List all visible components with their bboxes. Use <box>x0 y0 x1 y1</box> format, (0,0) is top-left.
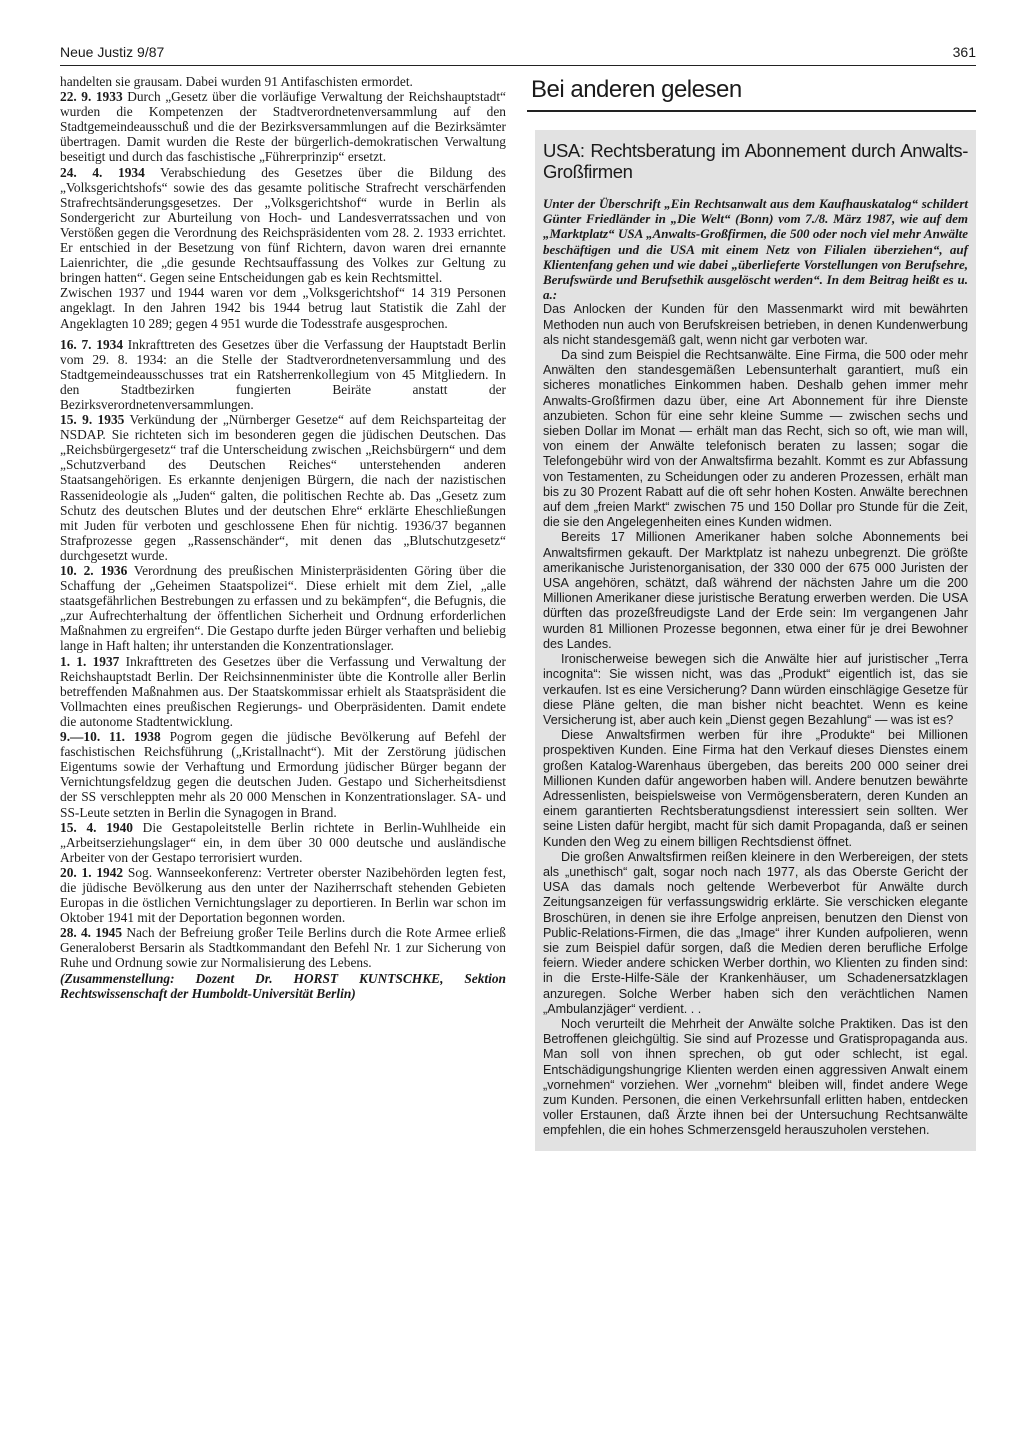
article-paragraph: Noch verurteilt die Mehrheit der Anwälte solche Praktiken. Das ist den Betroffenen gleichgültig. Sie sind auf Prozesse und Gratispropaganda aus. Man soll von ihnen sprechen, ob gut oder schlecht, ist egal. Entschädigungshungrige Klienten werden einen aggressiven Anwalt einem „vornehmen“ vorziehen. Wer „vornehm“ bleiben will, findet andere Wege zum Kunden. Personen, die einen Verkehrsunfall erlitten haben, entdecken voller Erstaunen, daß Ärzte ihnen bei der Untersuchung Rechtsanwälte empfehlen, die ein hohes Schmerzensgeld herauszuholen verstehen. <box>543 1016 968 1138</box>
chronology-entry <box>60 165 506 331</box>
header-rule <box>60 65 976 66</box>
journal-issue: Neue Justiz 9/87 <box>60 44 165 60</box>
entry-date: 24. 4. 1934 <box>60 164 145 180</box>
chronology-entry <box>60 89 506 164</box>
page-number: 361 <box>952 44 976 60</box>
entry-date: 9.—10. 11. 1938 <box>60 729 161 745</box>
left-column <box>60 74 506 1001</box>
article-paragraph: Diese Anwaltsfirmen werben für ihre „Produkte“ bei Millionen prospektiven Kunden. Eine Firma hat den Verkauf dieses Dienstes einem großen Katalog-Warenhaus übergeben, das bereits 200 000 seiner drei Millionen Kunden dafür angeworben haben will. Andere benutzen bewährte Adressenlisten, beispielsweise von Vermögensberatern, deren Kunden an einem garantierten Rechtsberatungsdienst interessiert sein sollten. Wer seine Listen dafür hergibt, macht für sich damit Propaganda, daß er seinen Kunden den Weg zu einem billigen Rechtsdienst öffnet. <box>543 728 968 849</box>
entry-text: Durch „Gesetz über die vorläufige Verwaltung der Reichshauptstadt“ wurden die Kompetenzen der Stadtverordnetenversammlung auf den Stadtgemeindeausschuß und die der Bezirksversammlungen auf die Bezirksämter übertragen. Damit wurden die Reste der bürgerlich-demokratischen Verwaltung beseitigt und durch das faschistische „Führerprinzip“ ersetzt. <box>60 89 506 165</box>
chronology-entry <box>60 412 506 563</box>
article-paragraph: Das Anlocken der Kunden für den Massenmarkt wird mit bewährten Methoden nun auch von Berufskreisen betrieben, in denen Kundenwerbung als nicht standesgemäß galt, wenn nicht gar verboten war. <box>543 302 968 347</box>
right-column <box>527 70 976 1151</box>
entry-text: Verkündung der „Nürnberger Gesetze“ auf dem Reichsparteitag der NSDAP. Sie richteten sich im besonderen gegen die jüdischen Deutschen. Das „Reichsbürgergesetz“ traf die Unterscheidung zwischen „Reichsbürgern“ und dem „Schutzverband des Deutschen Reiches“ unterstehenden anderen Staatsangehörigen. Es erkannte denjenigen Bürgern, die nach der nazistischen Rassenideologie als „Juden“ galten, die politischen Rechte ab. Das „Gesetz zum Schutz des deutschen Blutes und der deutschen Ehre“ erklärte Eheschließungen mit Juden für verboten und geschlossene Ehen für nichtig. 1936/37 begannen Strafprozesse gegen „Rassenschänder“, mit denen das „Blutschutzgesetz“ durchgesetzt wurde. <box>60 412 507 563</box>
entry-date: 15. 4. 1940 <box>60 819 133 835</box>
entry-text: Inkrafttreten des Gesetzes über die Verfassung und Verwaltung der Reichshauptstadt Berlin. Der Reichsinnenminister übte die Kontrolle aller Berlin betreffenden Maßnahmen aus. Der Staatskommissar erhielt als Staatspräsident die Vollmachten eines preußischen Regierungs- und Oberpräsidenten. Damit endete die autonome Stadtentwicklung. <box>60 653 506 729</box>
chronology-entry <box>60 563 506 654</box>
entry-text: Die Gestapoleitstelle Berlin richtete in Berlin-Wuhlheide ein „Arbeitserziehungslager“ ein, in dem über 30 000 deutsche und ausländische Arbeiter von der Gestapo terrorisiert wurden. <box>60 819 506 865</box>
entry-text: Nach der Befreiung großer Teile Berlins durch die Rote Armee erließ Generaloberst Bersarin als Stadtkommandant den Befehl Nr. 1 zur Sicherung von Ruhe und Ordnung sowie zur Normalisierung des Lebens. <box>60 925 506 971</box>
chronology-entry <box>60 729 506 820</box>
compilation-credit: (Zusammenstellung: Dozent Dr. HORST KUNTSCHKE, Sektion Rechtswissenschaft der Humboldt-Universität Berlin) <box>60 970 506 1001</box>
article-paragraph: Da sind zum Beispiel die Rechtsanwälte. Eine Firma, die 500 oder mehr Anwälten den standesgemäßen Lebensunterhalt garantiert, muß ein sicheres monatliches Einkommen haben. Deshalb gehen immer mehr Anwalts-Großfirmen dazu über, eine Art Abonnement für ihre Dienste anzubieten. Schon für eine sehr kleine Summe — zwischen sechs und sieben Dollar im Monat — erhält man das Recht, sich so oft, wie man will, von einem der Anwälte telefonisch beraten zu lassen; sogar die Telefongebühr wird von der Anwaltsfirma bezahlt. Kommt es zur Abfassung von Testamenten, zu Scheidungen oder zu anderen Prozessen, erhält man bis zu 30 Prozent Rabatt auf die oft sehr hohen Kosten. Anwälte berechnen auf dem „freien Markt“ zwischen 75 und 150 Dollar pro Stunde für die Zeit, die sie den Angelegenheiten eines Kunden widmen. <box>543 348 968 530</box>
article-intro: Unter der Überschrift „Ein Rechtsanwalt aus dem Kaufhauskatalog“ schildert Günter Friedländer in „Die Welt“ (Bonn) vom 7./8. März 1987, wie auf dem „Marktplatz“ USA „Anwalts-Großfirmen, die 500 oder noch viel mehr Anwälte beschäftigen und die USA mit einem Netz von Filialen überziehen“, auf Klientenfang gehen und wie dabei „überlieferte Vorstellungen von Berufsehre, Berufswürde und Berufsethik ausgelöscht werden“. In dem Beitrag heißt es u. a.: <box>543 196 968 303</box>
entry-text: Sog. Wannseekonferenz: Vertreter oberster Nazibehörden legten fest, die jüdische Bevölkerung aus den unter der Naziherrschaft stehenden Gebieten Europas in die östlichen Vernichtungslager zu deportieren. In Berlin war schon im Oktober 1941 mit der Deportation begonnen worden. <box>60 864 506 926</box>
page-header <box>60 40 976 64</box>
article-paragraph: Bereits 17 Millionen Amerikaner haben solche Abonnements bei Anwaltsfirmen gekauft. Der Marktplatz ist nahezu unbegrenzt. Die größte amerikanische Juristenorganisation, der 330 000 der 675 000 Juristen der USA angehören, schätzt, daß während der nächsten Jahre um die 200 Millionen Amerikaner diese juristische Beratung erwerben werden. Die USA dürften das prozeßfreudigste Land der Erde sein: Im vergangenen Jahr wurden 81 Millionen Prozesse begonnen, etwa einer für je drei Bewohner des Landes. <box>543 530 968 651</box>
article-headline: USA: Rechtsberatung im Abonnement durch Anwalts-Großfirmen <box>543 140 968 182</box>
chronology-entry <box>60 337 506 412</box>
chronology-entry <box>60 925 506 970</box>
chronology-entry <box>60 865 506 925</box>
entry-date: 10. 2. 1936 <box>60 563 128 578</box>
opening-text: handelten sie grausam. Dabei wurden 91 Antifaschisten ermordet. <box>60 74 413 89</box>
entry-continuation: Zwischen 1937 und 1944 waren vor dem „Volksgerichtshof“ 14 319 Personen angeklagt. In den Jahren 1942 bis 1944 betrug laut Statistik die Zahl der Angeklagten 10 289; gegen 4 951 wurde die Todesstrafe ausgesprochen. <box>60 285 506 331</box>
entry-date: 20. 1. 1942 <box>60 864 124 880</box>
chronology-entry <box>60 820 506 865</box>
article-paragraph: Ironischerweise bewegen sich die Anwälte hier auf juristischer „Terra incognita“: Sie wissen nicht, was das „Produkt“ eigentlich ist, das sie verkaufen. Ist es eine Versicherung? Dann würden einschlägige Gesetze für diese Pläne gelten, die man bisher nicht beachtet. Wenn es keine Versicherung ist, aber auch kein „Dienst gegen Bezahlung“ — was ist es? <box>543 652 968 727</box>
entry-text: Pogrom gegen die jüdische Bevölkerung auf Befehl der faschistischen Reichsführung („Kristallnacht“). Mit der Zerstörung jüdischen Eigentums sowie der Verhaftung und Ermordung jüdischer Bürger begann der Vernichtungsfeldzug gegen die deutschen Juden. Gestapo und Sicherheitsdienst der SS verschleppten mehr als 20 000 Menschen in Konzentrationslager. SA- und SS-Leute setzten in Berlin die Synagogen in Brand. <box>60 729 507 820</box>
entry-date: 22. 9. 1933 <box>60 89 123 105</box>
entry-date: 16. 7. 1934 <box>60 336 124 352</box>
entry-text: Verordnung des preußischen Ministerpräsidenten Göring über die Schaffung der „Geheimen Staatspolizei“. Diese erhielt mit dem Ziel, „alle staatsgefährlichen Bestrebungen zu erfassen und zu bekämpfen“, die Befugnis, die „zur Aufrechterhaltung der öffentlichen Sicherheit und Ordnung erforderlichen Maßnahmen zu ergreifen“. Die Gestapo durfte jeden Bürger verhaften und beliebig lange in Haft halten; ihr unterstanden die Konzentrationslager. <box>60 563 506 654</box>
entry-date: 1. 1. 1937 <box>60 653 120 669</box>
article-paragraph: Die großen Anwaltsfirmen reißen kleinere in den Werbereigen, der stets als „unethisch“ galt, sogar noch nach 1977, als das Oberste Gericht der USA das damals noch geltende Werbeverbot für Anwälte durch Zeitungsanzeigen für verfassungswidrig erklärte. Sie verschicken elegante Broschüren, in denen sie ihre Erfolge anpreisen, benutzen den Dienst von Public-Relations-Firmen, die das „Image“ ihrer Kunden aufpolieren, wenn sie zum Beispiel dafür sorgen, daß die Medien deren berufliche Erfolge feiern. Wieder andere schicken Werber dorthin, wo Klienten zu finden sind: in die Erste-Hilfe-Säle der Krankenhäuser, um Schadenersatzklagen anzuregen. Solche Werber haben sich den verächtlichen Namen „Ambulanzjäger“ verdient. . . <box>543 849 968 1016</box>
entry-date: 28. 4. 1945 <box>60 925 123 941</box>
entry-text: Verabschiedung des Gesetzes über die Bildung des „Volksgerichtshofs“ sowie des das gesamte politische Strafrecht verschärfenden Strafrechtsänderungsgesetzes. Der „Volksgerichtshof“ wurde in Berlin als Sondergericht zur Aburteilung von Hoch- und Landesverratssachen und von Verstößen gegen die Verordnung des Reichspräsidenten vom 28. 2. 1933 errichtet. Er entschied in der Besetzung von fünf Richtern, davon waren drei ernannte Laienrichter, die „die gesunde Rechtsauffassung des Volkes zur Geltung zu bringen hatten“. Gegen seine Entscheidungen gab es kein Rechtsmittel. <box>60 164 506 286</box>
section-title: Bei anderen gelesen <box>527 70 976 112</box>
article-box <box>535 130 976 1151</box>
entry-text: Inkrafttreten des Gesetzes über die Verfassung der Hauptstadt Berlin vom 29. 8. 1934: an die Stelle der Stadtverordnetenversammlung und des Stadtgemeindeausschusses trat ein Ratsherrenkollegium von 45 Mitgliedern. In den Stadtbezirken fungierten Beiräte anstatt der Bezirksverordnetenversammlungen. <box>60 336 506 412</box>
entry-date: 15. 9. 1935 <box>60 412 125 428</box>
chronology-entry <box>60 654 506 729</box>
